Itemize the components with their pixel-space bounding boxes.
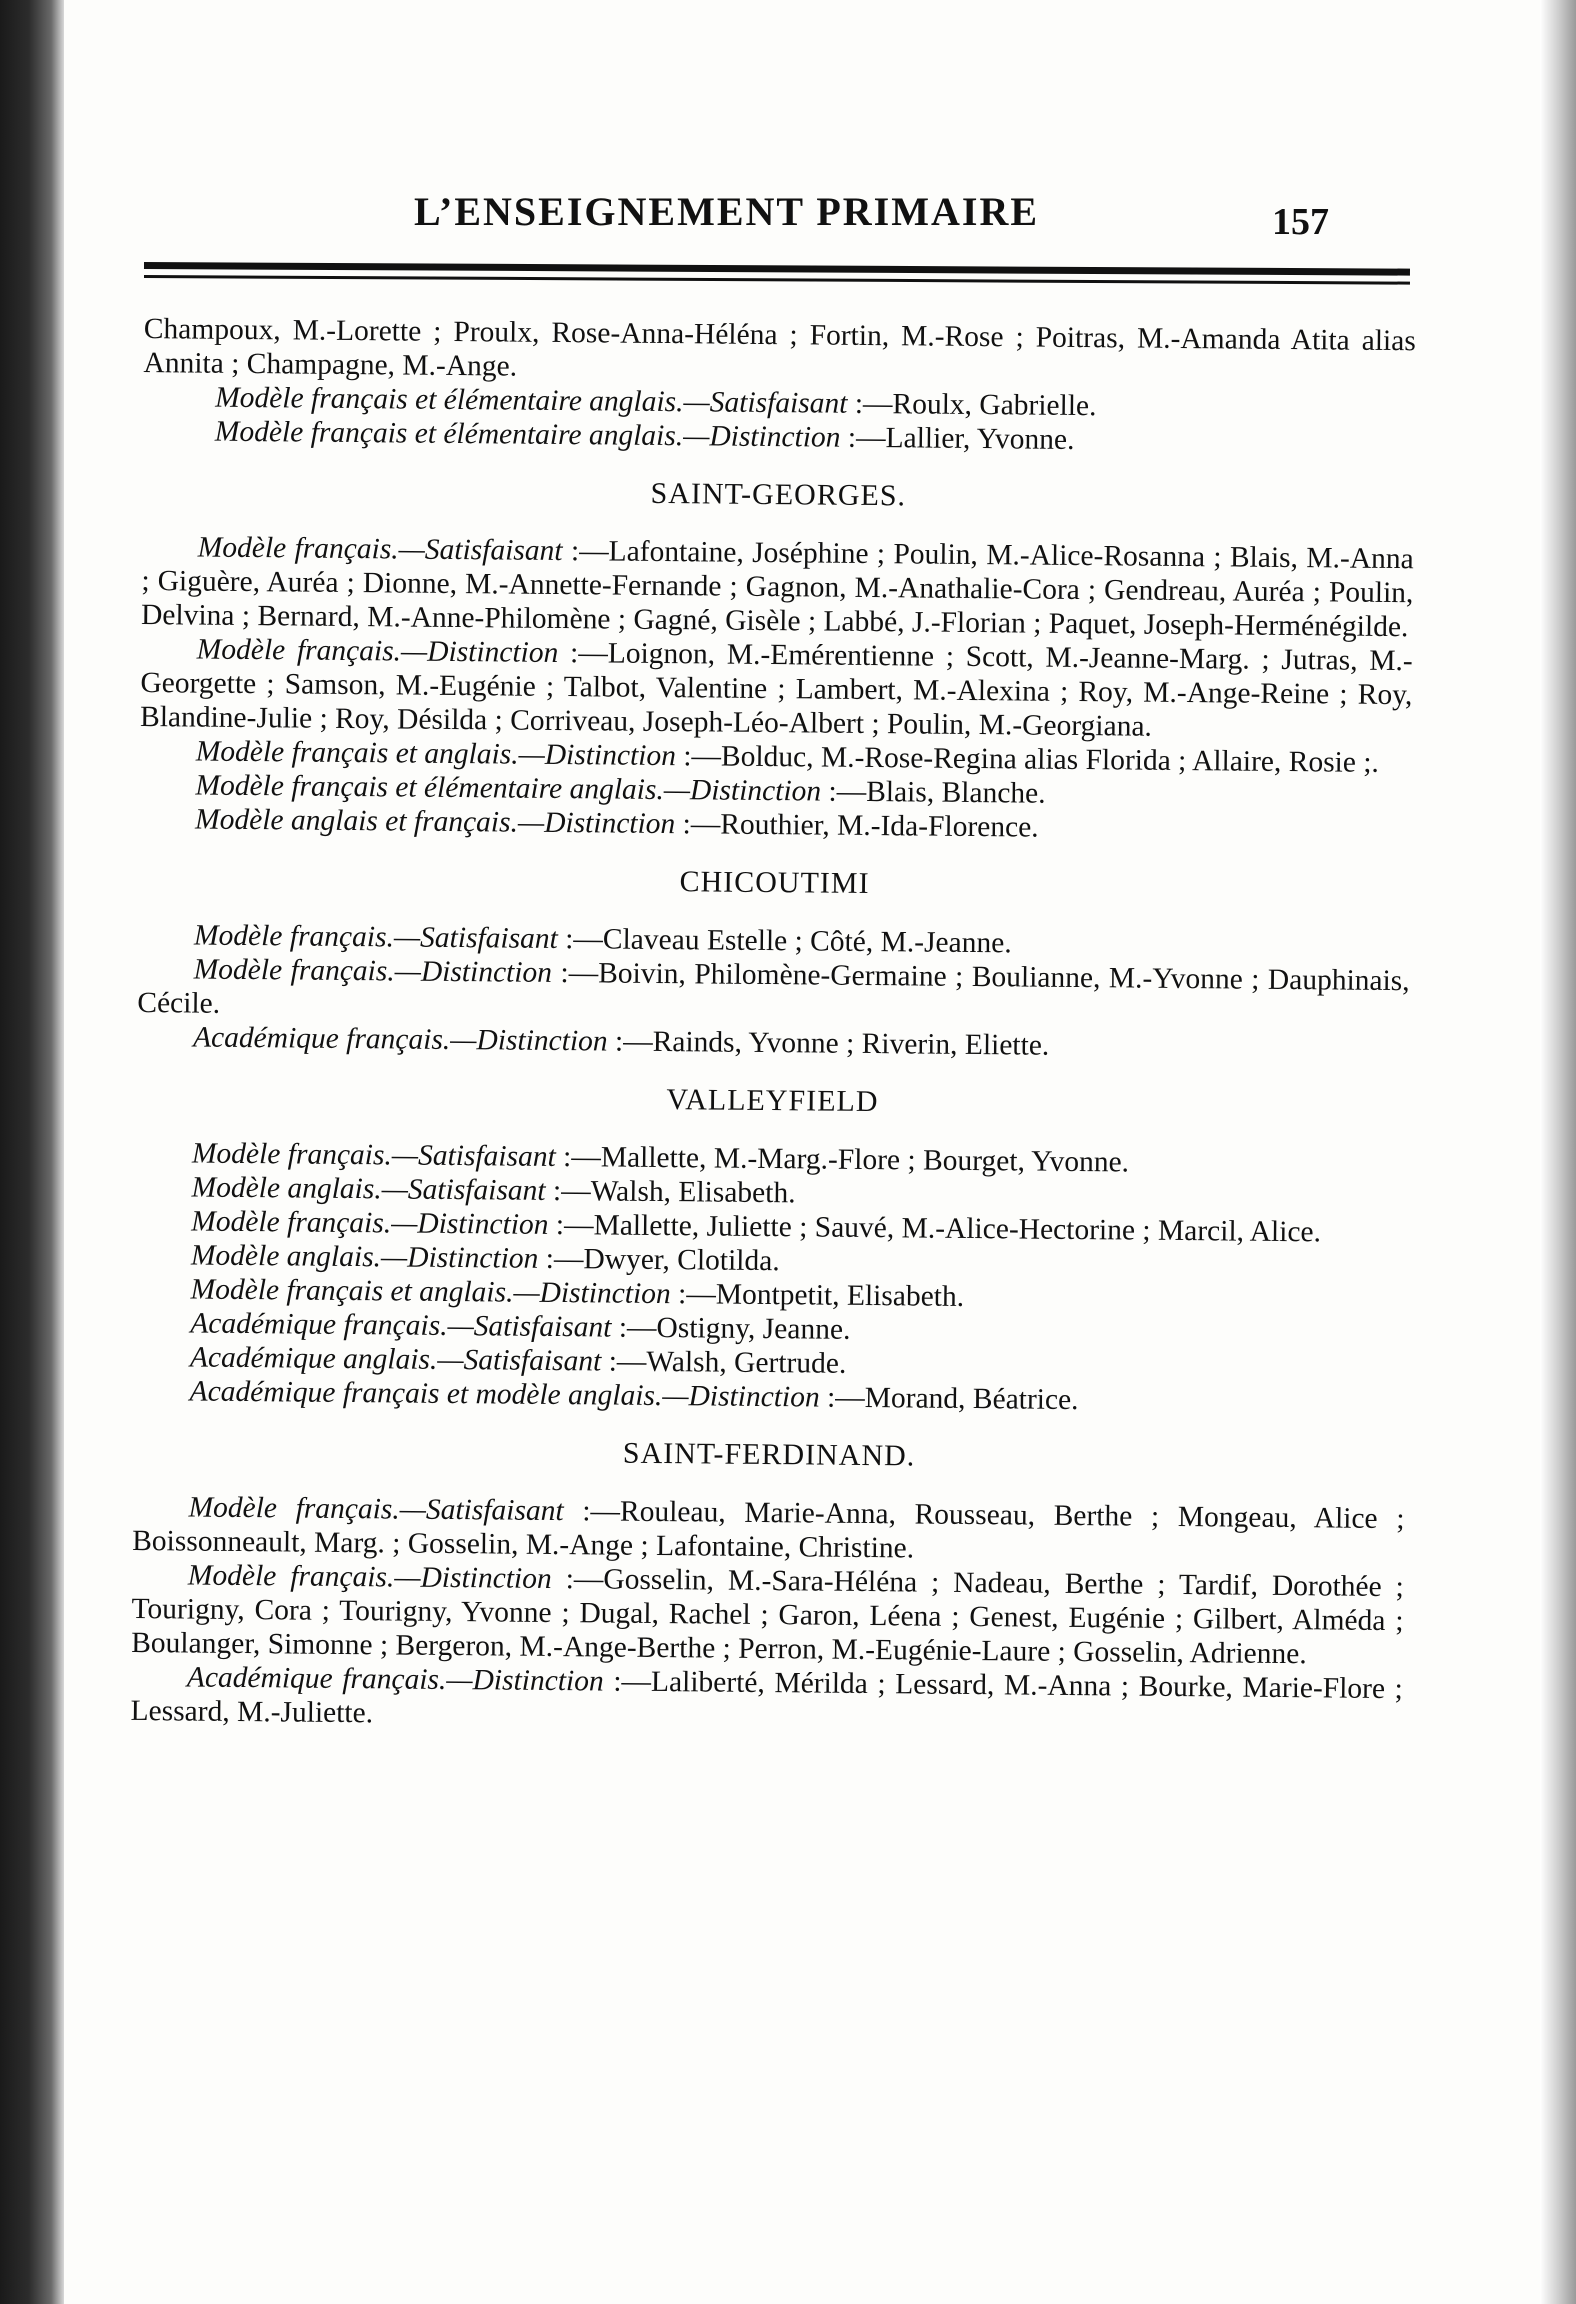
award-names: :—Roulx, Gabrielle. <box>847 387 1097 423</box>
award-category: Modèle français.—Distinction <box>193 953 553 989</box>
award-category: Modèle français et élémentaire anglais.—Satisfaisant <box>215 381 848 420</box>
award-names: :—Boivin, Philomène-Germaine ; Boulianne, M.-Yvonne ; Dauphinais, Cécile. <box>137 956 1410 1020</box>
award-category: Modèle français.—Satisfaisant <box>188 1491 564 1528</box>
award-names: :—Walsh, Elisabeth. <box>545 1174 796 1210</box>
section-heading-saint-ferdinand: SAINT-FERDINAND. <box>622 1436 916 1473</box>
award-category: Modèle français.—Satisfaisant <box>197 531 563 568</box>
award-entry <box>140 632 1413 746</box>
continuation-paragraph: Champoux, M.-Lorette ; Proulx, Rose-Anna-Héléna ; Fortin, M.-Rose ; Poitras, M.-Amanda Atita alias Annita ; Champagne, M.-Ange. <box>143 312 1416 383</box>
award-entry <box>132 1490 1405 1570</box>
running-head: L’ENSEIGNEMENT PRIMAIRE <box>414 189 1040 234</box>
award-category: Modèle anglais.—Satisfaisant <box>191 1171 546 1207</box>
award-names: :—Rainds, Yvonne ; Riverin, Eliette. <box>607 1025 1050 1062</box>
award-names: :—Routhier, M.-Ida-Florence. <box>675 808 1039 844</box>
award-names: :—Bolduc, M.-Rose-Regina alias Florida ; Allaire, Rosie ;. <box>675 740 1380 779</box>
award-names: :—Claveau Estelle ; Côté, M.-Jeanne. <box>557 923 1012 960</box>
award-names: :—Lallier, Yvonne. <box>840 421 1075 456</box>
award-names: :—Ostigny, Jeanne. <box>611 1311 851 1346</box>
award-entry <box>137 952 1410 1032</box>
award-category: Académique français.—Satisfaisant <box>190 1307 612 1344</box>
award-names: :—Rouleau, Marie-Anna, Rousseau, Berthe ; Mongeau, Alice ; Boissonneault, Marg. ; Gosselin, M.-Ange ; Lafontaine, Christine. <box>132 1495 1405 1565</box>
award-category: Modèle français.—Distinction <box>196 633 559 669</box>
award-names: :—Blais, Blanche. <box>820 775 1046 810</box>
award-names: :—Gosselin, M.-Sara-Héléna ; Nadeau, Berthe ; Tardif, Dorothée ; Tourigny, Cora ; Tourigny, Yvonne ; Dugal, Rachel ; Garon, Léena ; Genest, Eugénie ; Gilbert, Alméda ; Boulanger, Simonne ; Bergeron, M.-Ange-Berthe ; Perron, M.-Eugénie-Laure ; Gosselin, Adrienne. <box>131 1562 1404 1671</box>
award-category: Modèle français.—Satisfaisant <box>193 919 558 956</box>
award-category: Modèle français.—Distinction <box>191 1205 549 1241</box>
award-names: :—Morand, Béatrice. <box>819 1381 1079 1417</box>
award-entry <box>130 1660 1403 1740</box>
award-names: :—Loignon, M.-Emérentienne ; Scott, M.-Jeanne-Marg. ; Jutras, M.-Georgette ; Samson, M.-Eugénie ; Talbot, Valentine ; Lambert, M.-Alexina ; Roy, M.-Ange-Reine ; Roy, Blandine-Julie ; Roy, Désilda ; Corriveau, Joseph-Léo-Albert ; Poulin, M.-Georgiana. <box>139 636 1413 743</box>
award-category: Académique français et modèle anglais.—Distinction <box>189 1375 820 1414</box>
award-category: Modèle français et anglais.—Distinction <box>190 1273 671 1311</box>
page-body <box>130 312 1416 1740</box>
award-names: :—Lafontaine, Joséphine ; Poulin, M.-Alice-Rosanna ; Blais, M.-Anna ; Giguère, Auréa ; Dionne, M.-Annette-Fernande ; Gagnon, M.-Anathalie-Cora ; Gendreau, Auréa ; Poulin, Delvina ; Bernard, M.-Anne-Philomène ; Gagné, Gisèle ; Labbé, J.-Florian ; Paquet, Joseph-Herménégilde. <box>140 535 1414 644</box>
award-names: :—Mallette, Juliette ; Sauvé, M.-Alice-Hectorine ; Marcil, Alice. <box>548 1208 1322 1249</box>
header-rule-thin <box>144 275 1410 285</box>
award-names: :—Dwyer, Clotilda. <box>538 1242 780 1278</box>
award-category: Académique français.—Distinction <box>192 1021 608 1058</box>
award-category: Modèle français et élémentaire anglais.—Distinction <box>195 769 822 808</box>
award-category: Modèle français.—Distinction <box>187 1559 552 1595</box>
award-category: Modèle anglais.—Distinction <box>190 1239 539 1275</box>
section-heading-valleyfield: VALLEYFIELD <box>666 1083 879 1119</box>
award-category: Modèle français et élémentaire anglais.—Distinction <box>214 415 841 454</box>
header-rule-thick <box>144 262 1410 276</box>
award-names: :—Mallette, M.-Marg.-Flore ; Bourget, Yvonne. <box>555 1140 1130 1179</box>
award-category: Modèle anglais et français.—Distinction <box>194 803 676 841</box>
award-entry <box>131 1558 1404 1672</box>
section-heading-chicoutimi: CHICOUTIMI <box>679 865 870 900</box>
award-names: :—Laliberté, Mérilda ; Lessard, M.-Anna ; Bourke, Marie-Flore ; Lessard, M.-Juliette. <box>130 1665 1403 1730</box>
award-category: Modèle français.—Satisfaisant <box>191 1137 556 1173</box>
award-category: Académique anglais.—Satisfaisant <box>189 1341 602 1378</box>
page-number: 157 <box>1272 201 1329 243</box>
page-edge <box>1540 0 1576 2304</box>
award-names: :—Walsh, Gertrude. <box>601 1345 847 1380</box>
award-category: Modèle français et anglais.—Distinction <box>195 735 677 773</box>
award-names: :—Montpetit, Elisabeth. <box>670 1278 965 1313</box>
binding-shadow <box>0 0 64 2304</box>
section-heading-saint-georges: SAINT-GEORGES. <box>650 476 907 513</box>
award-entry <box>141 530 1414 644</box>
page-header <box>64 178 1540 248</box>
book-page <box>64 0 1540 2304</box>
award-category: Académique français.—Distinction <box>186 1661 604 1698</box>
